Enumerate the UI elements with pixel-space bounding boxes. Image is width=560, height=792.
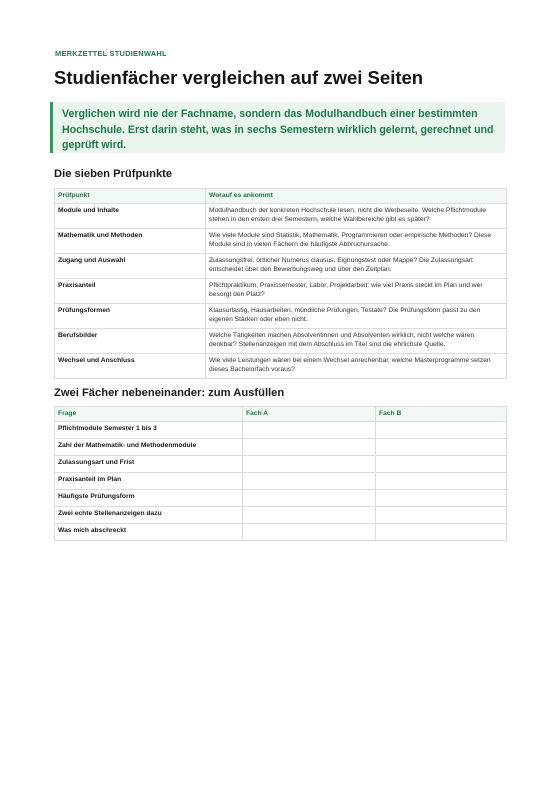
pruefpunkt-cell: Berufsbilder xyxy=(55,328,206,353)
column-header: Frage xyxy=(55,407,243,422)
page-title: Studienfächer vergleichen auf zwei Seiten xyxy=(54,67,424,88)
pruefpunkt-cell: Wechsel und Anschluss xyxy=(55,353,206,378)
table-row xyxy=(55,438,507,455)
pruefpunkt-cell: Module und Inhalte xyxy=(55,203,206,228)
pruefpunkt-cell: Mathematik und Methoden xyxy=(55,228,206,253)
pruefpunkte-table xyxy=(54,188,507,379)
question-cell: Was mich abschreckt xyxy=(55,523,243,540)
table-header-row xyxy=(55,407,507,422)
fach-b-fill-cell[interactable] xyxy=(376,523,507,540)
fach-b-fill-cell[interactable] xyxy=(376,472,507,489)
table-row xyxy=(55,472,507,489)
column-header: Prüfpunkt xyxy=(55,189,206,204)
table-row xyxy=(55,203,507,228)
fach-a-fill-cell[interactable] xyxy=(243,523,376,540)
fach-b-fill-cell[interactable] xyxy=(376,489,507,506)
vergleich-table xyxy=(54,406,507,541)
description-cell: Pflichtpraktikum, Praxissemester, Labor, Projektarbeit: wie viel Praxis steckt im Plan und wer besorgt den Platz? xyxy=(206,278,507,303)
table-row xyxy=(55,353,507,378)
fach-b-fill-cell[interactable] xyxy=(376,438,507,455)
column-header: Worauf es ankommt xyxy=(206,189,507,204)
fach-b-fill-cell[interactable] xyxy=(376,455,507,472)
question-cell: Zulassungsart und Frist xyxy=(55,455,243,472)
description-cell: Modulhandbuch der konkreten Hochschule lesen, nicht die Werbeseite. Welche Pflichtmodule stehen in den ersten drei Semestern, welche Wahlbereiche gibt es später? xyxy=(206,203,507,228)
question-cell: Pflichtmodule Semester 1 bis 3 xyxy=(55,421,243,438)
fach-a-fill-cell[interactable] xyxy=(243,472,376,489)
column-header: Fach B xyxy=(376,407,507,422)
fach-a-fill-cell[interactable] xyxy=(243,489,376,506)
callout-note: Verglichen wird nie der Fachname, sondern das Modulhandbuch einer bestimmten Hochschule. Erst darin steht, was in sechs Semestern wirklich gelernt, gerechnet und geprüft wird. xyxy=(50,102,505,153)
section-heading-pruefpunkte: Die sieben Prüfpunkte xyxy=(54,168,173,180)
description-cell: Klausurlastig, Hausarbeiten, mündliche Prüfungen, Testate? Die Prüfungsform passt zu den eigenen Stärken oder eben nicht. xyxy=(206,303,507,328)
table-row xyxy=(55,253,507,278)
description-cell: Zulassungsfrei, örtlicher Numerus clausus, Eignungstest oder Mappe? Die Zulassungsart entscheidet über den Bewerbungsweg und über den Zeitplan. xyxy=(206,253,507,278)
description-cell: Wie viele Module sind Statistik, Mathematik, Programmieren oder empirische Methoden? Diese Module sind in vielen Fächern die häufigste Abbruchursache. xyxy=(206,228,507,253)
column-header: Fach A xyxy=(243,407,376,422)
table-row xyxy=(55,506,507,523)
section-heading-vergleich: Zwei Fächer nebeneinander: zum Ausfüllen xyxy=(54,387,285,399)
table-row xyxy=(55,303,507,328)
eyebrow-label: MERKZETTEL STUDIENWAHL xyxy=(55,49,167,58)
question-cell: Zahl der Mathematik- und Methodenmodule xyxy=(55,438,243,455)
fach-a-fill-cell[interactable] xyxy=(243,438,376,455)
question-cell: Häufigste Prüfungsform xyxy=(55,489,243,506)
table-row xyxy=(55,421,507,438)
pruefpunkt-cell: Zugang und Auswahl xyxy=(55,253,206,278)
question-cell: Praxisanteil im Plan xyxy=(55,472,243,489)
table-row xyxy=(55,278,507,303)
table-row xyxy=(55,228,507,253)
fach-b-fill-cell[interactable] xyxy=(376,421,507,438)
fach-a-fill-cell[interactable] xyxy=(243,455,376,472)
table-row xyxy=(55,523,507,540)
table-row xyxy=(55,489,507,506)
description-cell: Wie viele Leistungen wären bei einem Wechsel anrechenbar, welche Masterprogramme setzen dieses Bachelorfach voraus? xyxy=(206,353,507,378)
table-row xyxy=(55,455,507,472)
description-cell: Welche Tätigkeiten machen Absolventinnen und Absolventen wirklich, nicht welche wären denkbar? Stellenanzeigen mit dem Abschluss im Titel sind die ehrlichste Quelle. xyxy=(206,328,507,353)
question-cell: Zwei echte Stellenanzeigen dazu xyxy=(55,506,243,523)
fach-a-fill-cell[interactable] xyxy=(243,506,376,523)
fach-b-fill-cell[interactable] xyxy=(376,506,507,523)
pruefpunkt-cell: Prüfungsformen xyxy=(55,303,206,328)
table-header-row xyxy=(55,189,507,204)
table-row xyxy=(55,328,507,353)
pruefpunkt-cell: Praxisanteil xyxy=(55,278,206,303)
fach-a-fill-cell[interactable] xyxy=(243,421,376,438)
